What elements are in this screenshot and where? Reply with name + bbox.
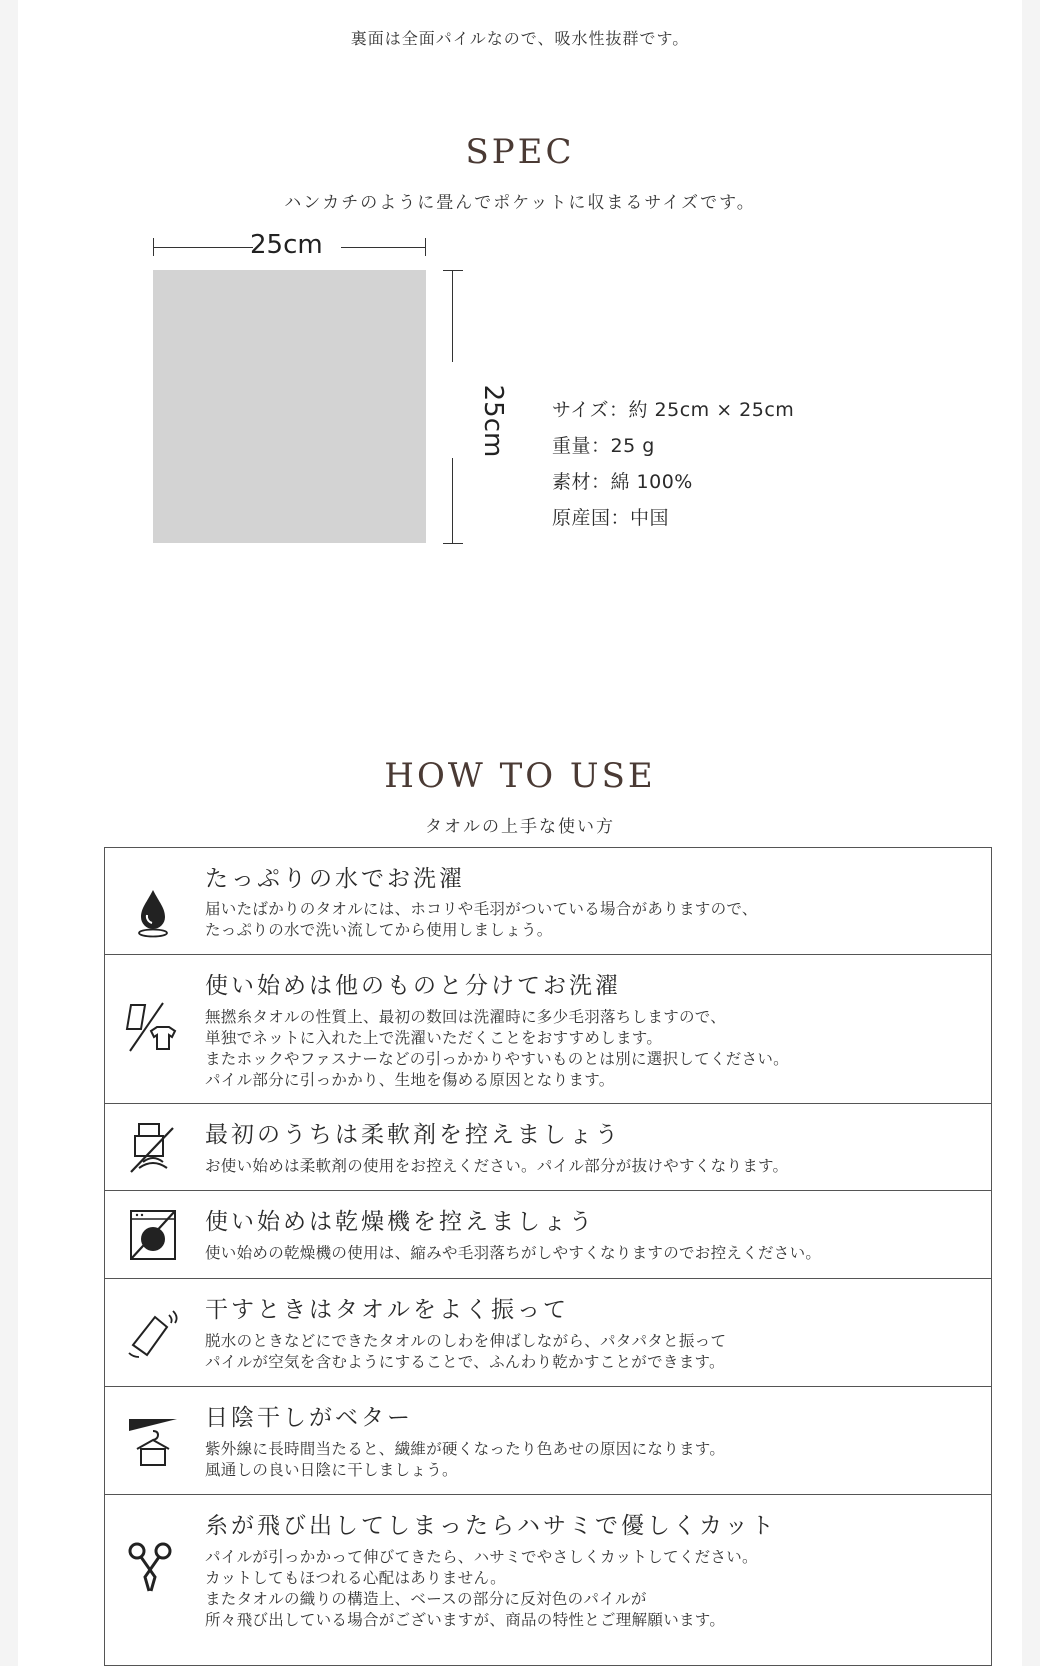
width-label: 25cm	[250, 230, 323, 260]
howto-item-title: 使い始めは他のものと分けてお洗濯	[205, 973, 621, 999]
howto-item-body: 使い始めの乾燥機の使用は、縮みや毛羽落ちがしやすくなりますのでお控えください。	[205, 1244, 822, 1262]
howto-item-title: 糸が飛び出してしまったらハサミで優しくカット	[205, 1513, 777, 1539]
towel-swatch	[153, 270, 426, 543]
howto-item-title: 干すときはタオルをよく振って	[205, 1297, 569, 1323]
spec-subtitle: ハンカチのように畳んでポケットに収まるサイズです。	[284, 193, 756, 213]
howto-item	[105, 1494, 991, 1665]
separate-laundry-icon	[125, 999, 181, 1055]
height-tick-bottom	[443, 543, 463, 544]
width-line-right	[341, 247, 426, 248]
howto-subtitle: タオルの上手な使い方	[425, 817, 615, 837]
howto-item-body: 届いたばかりのタオルには、ホコリや毛羽がついている場合がありますので、 たっぷりの水で洗い流してから使用しましょう。	[205, 900, 758, 939]
howto-item-body: お使い始めは柔軟剤の使用をお控えください。パイル部分が抜けやすくなります。	[205, 1157, 789, 1175]
width-tick-right	[425, 238, 426, 256]
shake-towel-icon	[125, 1305, 181, 1361]
water-drop-icon	[125, 884, 181, 940]
height-tick-top	[443, 270, 463, 271]
width-line-left	[153, 247, 253, 248]
howto-item-body: パイルが引っかかって伸びてきたら、ハサミでやさしくカットしてください。 カットしてもほつれる心配はありません。 またタオルの織りの構造上、ベースの部分に反対色のパイルが 所々飛び出している場合がございますが、商品の特性とご理解願います。	[205, 1548, 758, 1629]
spec-title: SPEC	[465, 132, 575, 172]
howto-item-title: たっぷりの水でお洗濯	[205, 866, 465, 892]
spec-origin: 原産国：中国	[552, 507, 670, 529]
howto-item	[105, 1103, 991, 1190]
howto-item	[105, 848, 991, 954]
howto-item-title: 最初のうちは柔軟剤を控えましょう	[205, 1122, 621, 1148]
howto-item	[105, 1278, 991, 1386]
height-label: 25cm	[478, 384, 508, 458]
howto-item-title: 使い始めは乾燥機を控えましょう	[205, 1209, 595, 1235]
spec-details	[552, 392, 794, 536]
no-softener-icon	[125, 1120, 181, 1176]
howto-item-title: 日陰干しがベター	[205, 1405, 413, 1431]
howto-item-body: 紫外線に長時間当たると、繊維が硬くなったり色あせの原因になります。 風通しの良い日陰に干しましょう。	[205, 1440, 726, 1479]
product-detail-page	[18, 0, 1022, 1666]
height-line-bottom	[452, 458, 453, 543]
spec-material: 素材：綿 100%	[552, 471, 693, 493]
scissors-icon	[125, 1539, 181, 1595]
howto-item	[105, 1386, 991, 1494]
spec-weight: 重量：25 g	[552, 435, 655, 457]
howto-item-body: 無撚糸タオルの性質上、最初の数回は洗濯時に多少毛羽落ちしますので、 単独でネットに入れた上で洗濯いただくことをおすすめします。 またホックやファスナーなどの引っかかりやすいものとは別に選択してください。 パイル部分に引っかかり、生地を傷める原因となります。	[205, 1008, 789, 1089]
intro-text: 裏面は全面パイルなので、吸水性抜群です。	[350, 29, 690, 48]
howto-item-body: 脱水のときなどにできたタオルのしわを伸ばしながら、パタパタと振って パイルが空気を含むようにすることで、ふんわり乾かすことができます。	[205, 1332, 727, 1371]
shade-dry-icon	[125, 1413, 181, 1469]
no-dryer-icon	[125, 1207, 181, 1263]
howto-table	[104, 847, 992, 1666]
howto-title: HOW TO USE	[384, 756, 656, 796]
height-line-top	[452, 270, 453, 362]
howto-item	[105, 954, 991, 1103]
spec-size: サイズ：約 25cm × 25cm	[552, 399, 795, 421]
howto-item	[105, 1190, 991, 1278]
